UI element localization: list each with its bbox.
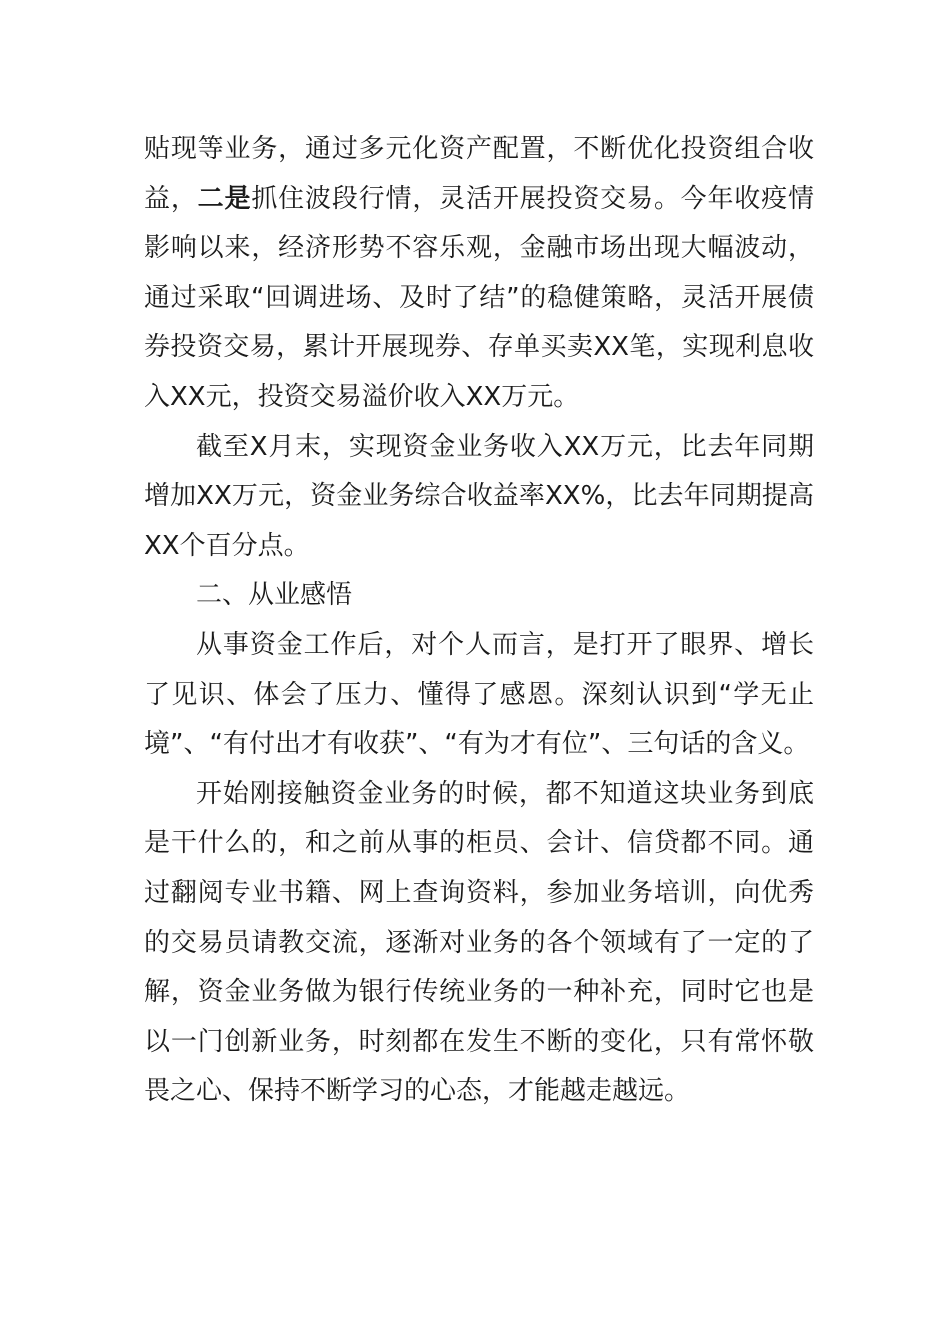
document-body xyxy=(144,125,814,1117)
paragraph-learning-experience: 开始刚接触资金业务的时候，都不知道这块业务到底是干什么的，和之前从事的柜员、会计、信贷都不同。通过翻阅专业书籍、网上查询资料，参加业务培训，向优秀的交易员请教交流，逐渐对业务的各个领域有了一定的了解，资金业务做为银行传统业务的一种补充，同时它也是以一门创新业务，时刻都在发生不断的变化，只有常怀敬畏之心、保持不断学习的心态，才能越走越远。 xyxy=(144,778,814,1107)
paragraph-investment-trading xyxy=(144,125,814,423)
paragraph-text: 抓住波段行情，灵活开展投资交易。今年收疫情影响以来，经济形势不容乐观，金融市场出现大幅波动，通过采取“回调进场、及时了结”的稳健策略，灵活开展债券投资交易，累计开展现券、存单买卖XX笔，实现利息收入XX元，投资交易溢价收入XX万元。 xyxy=(144,183,814,412)
bold-enumerator: 二是 xyxy=(197,183,252,214)
paragraph-text: 贴现等业务，通过多元化资产配置，不断优化投资组合收益， xyxy=(144,134,814,214)
paragraph-insights: 从事资金工作后，对个人而言，是打开了眼界、增长了见识、体会了压力、懂得了感恩。深刻认识到“学无止境”、“有付出才有收获”、“有为才有位”、三句话的含义。 xyxy=(144,629,814,760)
paragraph-revenue-summary: 截至X月末，实现资金业务收入XX万元，比去年同期增加XX万元，资金业务综合收益率XX%，比去年同期提高XX个百分点。 xyxy=(144,431,814,561)
section-heading: 二、从业感悟 xyxy=(196,580,353,611)
